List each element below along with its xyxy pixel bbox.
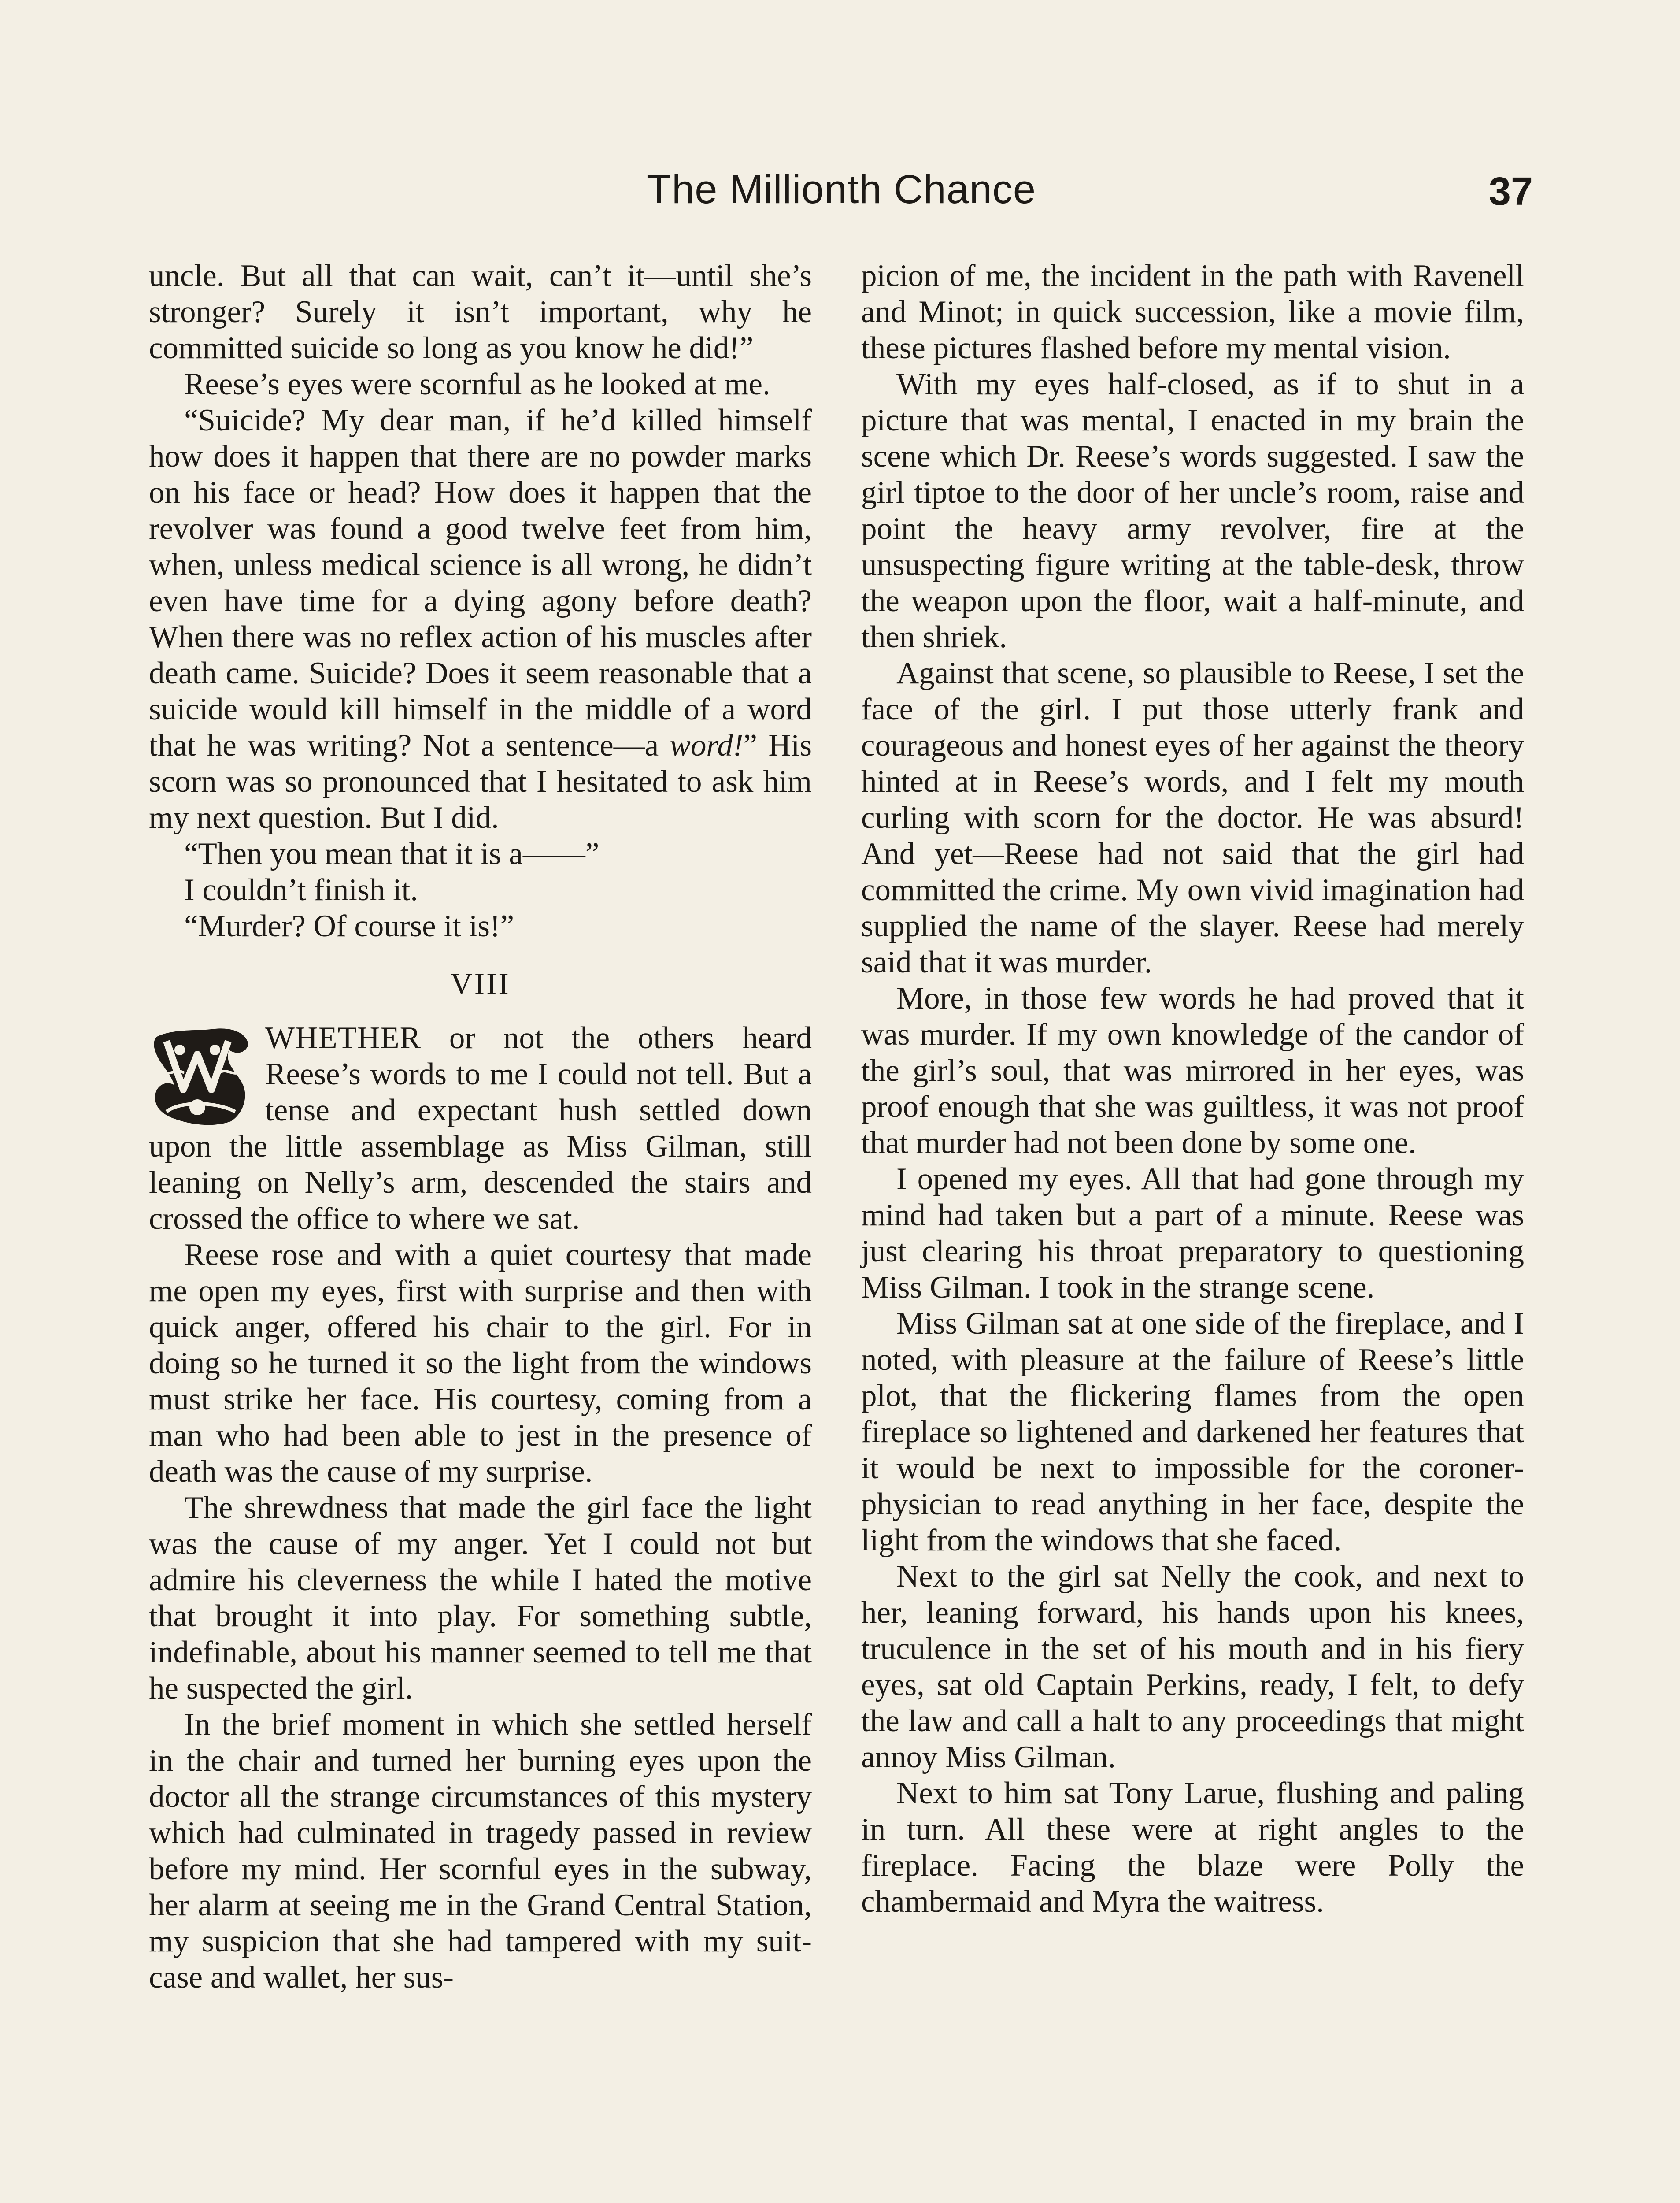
paragraph: Reese’s eyes were scornful as he looked at me.	[184, 367, 770, 401]
paragraph: With my eyes half-closed, as if to shut in a picture that was mental, I enacted in my brain the scene which Dr. Reese’s words suggested. I saw the girl tiptoe to the door of her uncle’s room, raise and point the heavy army revolver, fire at the unsuspecting figure writing at the table-desk, throw the weapon upon the floor, wait a half-minute, and then shriek.	[861, 367, 1524, 654]
paragraph: picion of me, the incident in the path with Ravenell and Minot; in quick succession, like a movie film, these pictures flashed before my mental vision.	[861, 259, 1524, 365]
paragraph: More, in those few words he had proved that it was murder. If my own knowledge of the candor of the girl’s soul, that was mirrored in her eyes, was proof enough that she was guiltless, it was not proof that murder had not been done by some one.	[861, 981, 1524, 1160]
paragraph: The shrewdness that made the girl face the light was the cause of my anger. Yet I could not but admire his cleverness the while I hated the motive that brought it into play. For something subtle, indefinable, about his manner seemed to tell me that he suspected the girl.	[149, 1491, 812, 1706]
paragraph: “Then you mean that it is a——”	[184, 837, 599, 871]
ornamental-w-initial-icon	[149, 1024, 255, 1127]
paragraph: “Murder? Of course it is!”	[184, 909, 514, 943]
paragraph: I couldn’t finish it.	[184, 873, 418, 907]
paragraph: Reese rose and with a quiet courtesy that made me open my eyes, first with surprise and then with quick anger, offered his chair to the girl. For in doing so he turned it so the light from the windows must strike her face. His courtesy, coming from a man who had been able to jest in the presence of death was the cause of my surprise.	[149, 1238, 812, 1489]
paragraph: In the brief moment in which she settled herself in the chair and turned her burning eyes upon the doctor all the strange circumstances of this mystery which had culminated in tragedy passed in review before my mind. Her scornful eyes in the subway, her alarm at seeing me in the Grand Central Station, my suspicion that she had tampered with my suit-case and wallet, her sus-	[149, 1707, 812, 1995]
running-head	[150, 167, 1533, 237]
paragraph	[149, 402, 812, 836]
drop-cap-paragraph	[149, 1020, 812, 1237]
left-column	[149, 258, 812, 1995]
page-title: The Millionth Chance	[646, 167, 1036, 212]
lead-word: WHETHER	[265, 1021, 422, 1055]
paragraph: uncle. But all that can wait, can’t it—until she’s stronger? Surely it isn’t important, why he committed suicide so long as you know he did!”	[149, 259, 812, 365]
emphasized-word: word!	[670, 728, 744, 763]
page-number: 37	[1488, 170, 1533, 214]
paragraph: Next to the girl sat Nelly the cook, and next to her, leaning forward, his hands upon his knees, truculence in the set of his mouth and in his fiery eyes, sat old Captain Perkins, ready, I felt, to defy the law and call a halt to any proceedings that might annoy Miss Gilman.	[861, 1559, 1524, 1774]
paragraph: Against that scene, so plausible to Reese, I set the face of the girl. I put those utterly frank and courageous and honest eyes of her against the theory hinted at in Reese’s words, and I felt my mouth curling with scorn for the doctor. He was absurd! And yet—Reese had not said that the girl had committed the crime. My own vivid imagination had supplied the name of the slayer. Reese had merely said that it was murder.	[861, 656, 1524, 979]
chapter-heading: VIII	[450, 967, 511, 1001]
paragraph: I opened my eyes. All that had gone through my mind had taken but a part of a minute. Reese was just clearing his throat preparatory to questioning Miss Gilman. I took in the strange scene.	[861, 1162, 1524, 1305]
paragraph: Miss Gilman sat at one side of the fireplace, and I noted, with pleasure at the failure of Reese’s little plot, that the flickering flames from the open fireplace so lightened and darkened her features that it would be next to impossible for the coroner-physician to read anything in her face, despite the light from the windows that she faced.	[861, 1306, 1524, 1558]
paragraph: Next to him sat Tony Larue, flushing and paling in turn. All these were at right angles to the fireplace. Facing the blaze were Polly the chambermaid and Myra the waitress.	[861, 1776, 1524, 1919]
paragraph-text: or not the others heard Reese’s words to me I could not tell. But a tense and expectant hush settled down upon the little assemblage as Miss Gilman, still leaning on Nelly’s arm, descended the stairs and crossed the office to where we sat.	[149, 1021, 812, 1236]
paragraph-text: ” His scorn was so pronounced that I hesitated to ask him my next question. But I did.	[149, 728, 812, 835]
paragraph-text: “Suicide? My dear man, if he’d killed himself how does it happen that there are no powder marks on his face or head? How does it happen that the revolver was found a good twelve feet from him, when, unless medical science is all wrong, he didn’t even have time for a dying agony before death? When there was no reflex action of his muscles after death came. Suicide? Does it seem reasonable that a suicide would kill himself in the middle of a word that he was writing? Not a sentence—a	[149, 403, 812, 763]
right-column	[861, 258, 1524, 1920]
